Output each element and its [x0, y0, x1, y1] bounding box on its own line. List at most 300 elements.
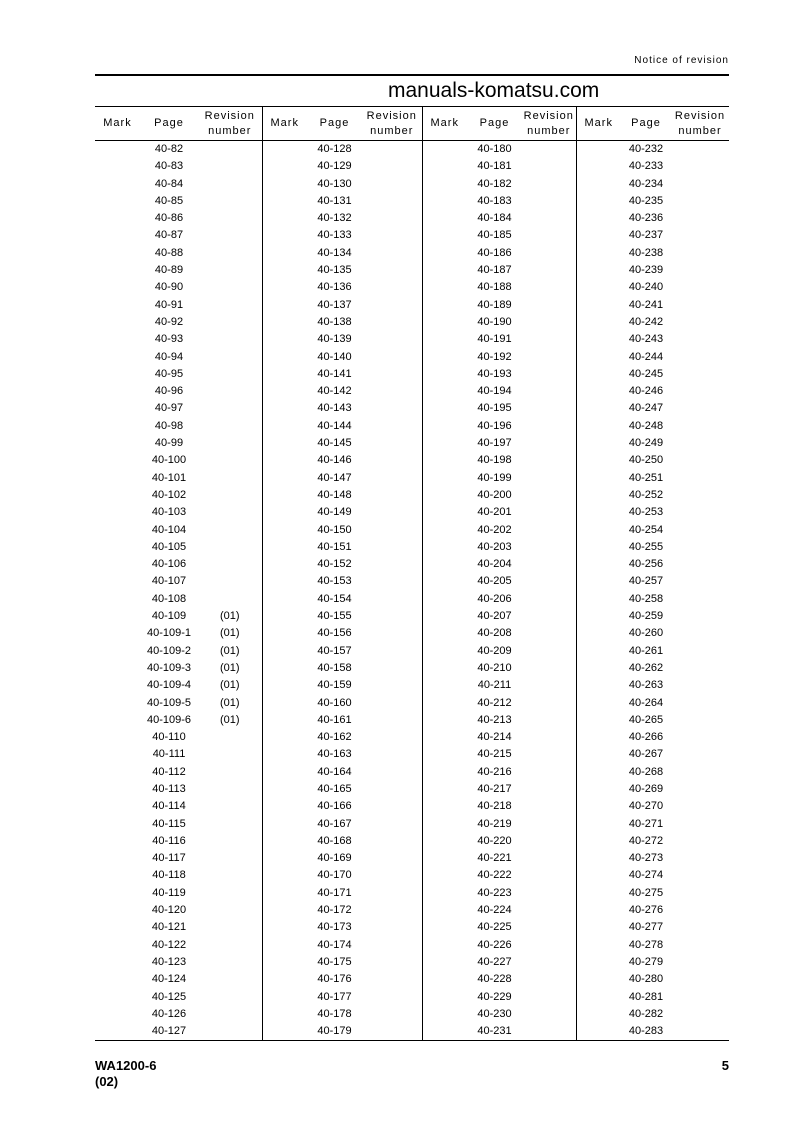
mark-cell [262, 764, 307, 781]
revision-cell [198, 954, 262, 971]
revision-cell [671, 522, 729, 539]
mark-cell [95, 245, 140, 262]
mark-cell [576, 262, 621, 279]
page-cell: 40-223 [477, 886, 512, 899]
mark-cell [576, 816, 621, 833]
mark-cell [262, 695, 307, 712]
page-cell: 40-110 [152, 731, 186, 744]
page-cell: 40-87 [154, 229, 184, 242]
revision-cell [522, 539, 576, 556]
revision-cell [671, 418, 729, 435]
mark-cell [576, 210, 621, 227]
page-cell: 40-154 [317, 592, 352, 605]
mark-cell [422, 418, 467, 435]
revision-cell [671, 435, 729, 452]
revision-cell [198, 227, 262, 244]
revision-cell [362, 435, 422, 452]
revision-cell [362, 729, 422, 746]
page-cell: 40-216 [477, 765, 512, 778]
mark-cell [95, 608, 140, 625]
page-cell: 40-203 [477, 540, 512, 553]
page-cell: 40-149 [317, 506, 352, 519]
page-cell: 40-221 [477, 852, 512, 865]
mark-cell [576, 660, 621, 677]
mark-cell [262, 383, 307, 400]
page-cell: 40-82 [154, 143, 184, 155]
mark-cell [576, 677, 621, 694]
page-cell: 40-129 [317, 160, 352, 173]
revision-cell [362, 850, 422, 867]
table-row [95, 867, 729, 884]
revision-cell: (01) [219, 696, 240, 709]
revision-cell [198, 850, 262, 867]
page-cell: 40-162 [317, 731, 352, 744]
mark-cell [422, 729, 467, 746]
page-cell: 40-263 [628, 679, 664, 692]
revision-cell [198, 798, 262, 815]
revision-cell [522, 625, 576, 642]
revision-cell: (01) [219, 644, 240, 657]
page-cell: 40-109-3 [146, 661, 192, 674]
revision-cell [198, 470, 262, 487]
mark-cell [95, 556, 140, 573]
page-cell: 40-276 [628, 904, 664, 917]
mark-cell [422, 798, 467, 815]
page-cell: 40-168 [317, 834, 352, 847]
page-cell: 40-244 [628, 350, 664, 363]
mark-cell [422, 556, 467, 573]
page-cell: 40-118 [152, 869, 186, 882]
mark-cell [576, 504, 621, 521]
table-row [95, 746, 729, 763]
page-cell: 40-128 [317, 143, 352, 155]
page-cell: 40-242 [628, 315, 664, 328]
mark-cell [95, 643, 140, 660]
page-cell: 40-257 [628, 575, 664, 588]
revision-cell [522, 591, 576, 608]
table-row [95, 400, 729, 417]
mark-cell [422, 176, 467, 193]
mark-cell [262, 539, 307, 556]
revision-cell [362, 193, 422, 210]
mark-cell [422, 504, 467, 521]
revision-cell [198, 279, 262, 296]
revision-cell [671, 314, 729, 331]
mark-cell [576, 625, 621, 642]
page-cell: 40-177 [317, 990, 352, 1003]
revision-cell [198, 729, 262, 746]
mark-cell [576, 297, 621, 314]
revision-cell [362, 625, 422, 642]
page-cell: 40-232 [628, 143, 664, 155]
page-cell: 40-120 [151, 904, 187, 917]
revision-cell [671, 279, 729, 296]
mark-cell [576, 695, 621, 712]
mark-cell [422, 1006, 467, 1023]
page-cell: 40-173 [317, 921, 352, 934]
page-cell: 40-107 [151, 575, 187, 588]
mark-cell [95, 331, 140, 348]
page-cell: 40-109-5 [146, 696, 192, 709]
mark-cell [422, 660, 467, 677]
mark-cell [95, 279, 140, 296]
revision-cell [362, 331, 422, 348]
table-row [95, 885, 729, 902]
page-cell: 40-144 [317, 419, 352, 432]
mark-cell [262, 366, 307, 383]
page-cell: 40-171 [317, 886, 352, 899]
page-cell: 40-258 [628, 592, 664, 605]
page-cell: 40-212 [477, 696, 512, 709]
table-row [95, 556, 729, 573]
revision-cell [671, 470, 729, 487]
mark-cell [576, 746, 621, 763]
mark-cell [422, 487, 467, 504]
revision-cell [362, 1006, 422, 1023]
page-cell: 40-132 [317, 212, 352, 225]
revision-header [198, 107, 262, 141]
page-cell: 40-116 [152, 834, 186, 847]
table-row [95, 850, 729, 867]
revision-cell [522, 954, 576, 971]
mark-cell [262, 591, 307, 608]
revision-header-line2: number [678, 124, 722, 137]
revision-cell [362, 1023, 422, 1041]
mark-cell [422, 833, 467, 850]
revision-cell [522, 989, 576, 1006]
page-cell: 40-136 [317, 281, 352, 294]
page-cell: 40-135 [317, 264, 352, 277]
revision-cell [671, 176, 729, 193]
mark-cell [95, 522, 140, 539]
table-row [95, 902, 729, 919]
revision-cell [522, 677, 576, 694]
mark-cell [422, 885, 467, 902]
revision-cell [671, 487, 729, 504]
revision-cell [198, 902, 262, 919]
page-cell: 40-109-2 [146, 644, 192, 657]
revision-cell [522, 297, 576, 314]
table-row [95, 193, 729, 210]
revision-cell [671, 954, 729, 971]
table-row [95, 141, 729, 159]
footer-model [95, 1058, 156, 1090]
revision-cell [198, 158, 262, 175]
revision-cell [362, 608, 422, 625]
revision-cell [362, 158, 422, 175]
page-cell: 40-114 [152, 800, 186, 813]
page-number: 5 [721, 1058, 729, 1073]
page-cell: 40-234 [628, 177, 664, 190]
page-cell: 40-224 [477, 904, 512, 917]
mark-cell [576, 487, 621, 504]
page-cell: 40-121 [151, 921, 187, 934]
page-cell: 40-104 [151, 523, 187, 536]
revision-cell [522, 867, 576, 884]
revision-cell [671, 695, 729, 712]
revision-cell [522, 400, 576, 417]
mark-cell [95, 227, 140, 244]
page-cell: 40-83 [154, 160, 184, 173]
mark-cell [576, 522, 621, 539]
mark-cell [95, 452, 140, 469]
revision-cell [671, 850, 729, 867]
mark-cell [422, 712, 467, 729]
revision-cell [198, 400, 262, 417]
page-cell: 40-265 [628, 713, 664, 726]
page-header: Page [621, 107, 671, 141]
mark-cell [262, 470, 307, 487]
page-cell: 40-262 [628, 661, 664, 674]
mark-cell [95, 764, 140, 781]
mark-cell [95, 400, 140, 417]
mark-cell [95, 867, 140, 884]
mark-cell [95, 210, 140, 227]
table-row [95, 625, 729, 642]
page-cell: 40-282 [628, 1007, 664, 1020]
page-cell: 40-275 [628, 886, 664, 899]
mark-cell [422, 902, 467, 919]
mark-cell [262, 971, 307, 988]
table-row [95, 1023, 729, 1041]
revision-header-line1: Revision [204, 109, 255, 122]
page-cell: 40-243 [628, 333, 664, 346]
mark-cell [95, 971, 140, 988]
page-cell: 40-175 [317, 955, 352, 968]
page-cell: 40-228 [477, 973, 512, 986]
revision-cell [198, 867, 262, 884]
mark-cell [422, 366, 467, 383]
revision-cell: (01) [219, 661, 240, 674]
revision-cell [671, 643, 729, 660]
page-cell: 40-225 [477, 921, 512, 934]
revision-cell [671, 366, 729, 383]
mark-cell [576, 435, 621, 452]
mark-cell [422, 400, 467, 417]
mark-cell [262, 556, 307, 573]
revision-cell [362, 245, 422, 262]
revision-cell [522, 643, 576, 660]
mark-cell [262, 1023, 307, 1041]
page-cell: 40-283 [621, 1023, 671, 1041]
revision-cell [362, 643, 422, 660]
mark-cell [422, 331, 467, 348]
revision-cell [671, 919, 729, 936]
revision-cell [522, 937, 576, 954]
revision-cell [362, 349, 422, 366]
mark-cell [576, 971, 621, 988]
mark-cell [95, 781, 140, 798]
page-cell: 40-246 [628, 385, 664, 398]
revision-cell [522, 660, 576, 677]
revision-cell [671, 193, 729, 210]
revision-cell [522, 781, 576, 798]
page-cell: 40-127 [140, 1023, 198, 1041]
table-row [95, 1006, 729, 1023]
mark-cell [262, 210, 307, 227]
page-cell: 40-161 [317, 713, 352, 726]
model-name: WA1200-6 [95, 1058, 157, 1073]
page-cell: 40-214 [477, 731, 512, 744]
revision-cell [362, 573, 422, 590]
mark-cell [262, 989, 307, 1006]
revision-cell [522, 504, 576, 521]
mark-cell [95, 695, 140, 712]
page-cell: 40-109 [151, 610, 187, 623]
revision-cell [522, 746, 576, 763]
mark-cell [422, 608, 467, 625]
table-row [95, 919, 729, 936]
mark-cell [576, 470, 621, 487]
revision-cell [522, 1006, 576, 1023]
page-cell: 40-148 [317, 488, 352, 501]
revision-cell [522, 919, 576, 936]
mark-cell [422, 695, 467, 712]
revision-header-line2: number [370, 124, 414, 137]
revision-cell [522, 729, 576, 746]
revision-cell [362, 452, 422, 469]
mark-cell [262, 902, 307, 919]
mark-cell [422, 971, 467, 988]
revision-cell [198, 331, 262, 348]
revision-cell [362, 867, 422, 884]
table-row [95, 608, 729, 625]
mark-cell [262, 677, 307, 694]
page-cell: 40-137 [317, 298, 352, 311]
revision-header [522, 107, 576, 141]
mark-cell [262, 746, 307, 763]
revision-cell [522, 331, 576, 348]
mark-cell [422, 383, 467, 400]
page-cell: 40-123 [151, 955, 187, 968]
revision-cell [198, 971, 262, 988]
page-cell: 40-239 [628, 264, 664, 277]
revision-cell [198, 141, 262, 159]
revision-cell [671, 349, 729, 366]
mark-cell [422, 625, 467, 642]
mark-cell [95, 660, 140, 677]
mark-cell [422, 867, 467, 884]
revision-cell [362, 937, 422, 954]
page-cell: 40-180 [477, 143, 512, 155]
page-cell: 40-97 [154, 402, 184, 415]
page-cell: 40-220 [477, 834, 512, 847]
revision-cell [362, 971, 422, 988]
revision-cell [522, 573, 576, 590]
table-row [95, 176, 729, 193]
page-cell: 40-256 [628, 558, 664, 571]
revision-header [671, 107, 729, 141]
revision-cell [362, 227, 422, 244]
page-cell: 40-197 [477, 437, 512, 450]
mark-cell [576, 608, 621, 625]
revision-cell [671, 729, 729, 746]
table-row [95, 314, 729, 331]
table-row [95, 470, 729, 487]
revision-cell [671, 227, 729, 244]
table-row [95, 643, 729, 660]
page-cell: 40-274 [628, 869, 664, 882]
table-row [95, 227, 729, 244]
mark-cell [262, 954, 307, 971]
revision-cell [362, 989, 422, 1006]
revision-cell [198, 1006, 262, 1023]
table-row [95, 349, 729, 366]
revision-cell [522, 712, 576, 729]
page-cell: 40-126 [151, 1007, 187, 1020]
table-row [95, 833, 729, 850]
table-row [95, 729, 729, 746]
revision-cell [522, 885, 576, 902]
mark-cell [95, 435, 140, 452]
mark-cell [422, 314, 467, 331]
mark-cell [422, 452, 467, 469]
revision-cell [671, 989, 729, 1006]
mark-cell [95, 297, 140, 314]
table-row [95, 279, 729, 296]
mark-cell [576, 1023, 621, 1041]
mark-cell [576, 781, 621, 798]
page-cell: 40-178 [317, 1007, 352, 1020]
page-cell: 40-241 [628, 298, 664, 311]
revision-cell: (01) [219, 610, 240, 623]
mark-cell [422, 591, 467, 608]
page-cell: 40-251 [628, 471, 664, 484]
mark-cell [95, 314, 140, 331]
table-row [95, 989, 729, 1006]
revision-cell [671, 573, 729, 590]
revision-cell [362, 885, 422, 902]
revision-cell [522, 227, 576, 244]
revision-cell [362, 660, 422, 677]
table-row [95, 262, 729, 279]
revision-cell [198, 210, 262, 227]
mark-cell [95, 539, 140, 556]
mark-cell [262, 279, 307, 296]
mark-cell [262, 937, 307, 954]
page-cell: 40-102 [151, 488, 187, 501]
page-cell: 40-100 [151, 454, 187, 467]
revision-cell [198, 418, 262, 435]
page-cell: 40-240 [628, 281, 664, 294]
page-cell: 40-174 [317, 938, 352, 951]
mark-cell [262, 919, 307, 936]
revision-cell [362, 487, 422, 504]
revision-cell [198, 314, 262, 331]
revision-cell [362, 556, 422, 573]
revision-header-line1: Revision [523, 109, 574, 122]
mark-cell [262, 176, 307, 193]
revision-cell [362, 677, 422, 694]
page-cell: 40-193 [477, 367, 512, 380]
page-cell: 40-204 [477, 558, 512, 571]
mark-cell [95, 729, 140, 746]
page-cell: 40-113 [152, 782, 186, 795]
page-cell: 40-238 [628, 246, 664, 259]
revision-cell [522, 971, 576, 988]
page-cell: 40-147 [317, 471, 352, 484]
revision-header [362, 107, 422, 141]
page-cell: 40-205 [477, 575, 512, 588]
mark-cell [262, 643, 307, 660]
page-cell: 40-145 [317, 437, 352, 450]
page-cell: 40-119 [152, 886, 186, 899]
mark-cell [576, 867, 621, 884]
revision-cell [362, 400, 422, 417]
mark-cell [262, 798, 307, 815]
page-cell: 40-96 [154, 385, 184, 398]
mark-cell [95, 504, 140, 521]
